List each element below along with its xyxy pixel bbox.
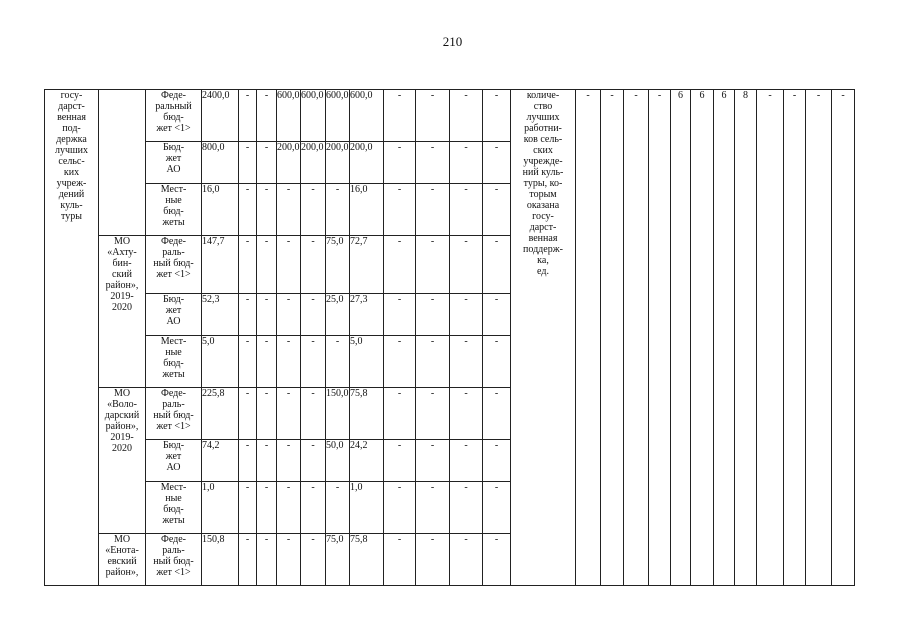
amount-cell: 600,0 — [277, 90, 301, 142]
amount-cell: - — [450, 336, 483, 388]
amount-cell: - — [301, 184, 326, 236]
amount-cell: - — [239, 388, 257, 440]
amount-cell: - — [257, 388, 277, 440]
amount-cell: - — [384, 482, 416, 534]
amount-cell: - — [277, 294, 301, 336]
amount-cell: - — [416, 440, 450, 482]
amount-cell: - — [483, 90, 511, 142]
funding-source-cell: Феде- раль- ный бюд- жет <1> — [146, 236, 202, 294]
amount-cell: - — [239, 336, 257, 388]
amount-cell: 200,0 — [326, 142, 350, 184]
amount-cell: - — [384, 142, 416, 184]
indicator-value-cell: - — [806, 90, 832, 586]
amount-cell: - — [239, 90, 257, 142]
amount-cell: - — [416, 482, 450, 534]
amount-cell: - — [483, 294, 511, 336]
amount-cell: - — [384, 388, 416, 440]
amount-cell: - — [301, 440, 326, 482]
budget-table-body — [45, 90, 855, 586]
amount-cell: 75,8 — [350, 534, 384, 586]
funding-source-cell: Бюд- жет АО — [146, 440, 202, 482]
amount-cell: 50,0 — [326, 440, 350, 482]
amount-cell: - — [239, 440, 257, 482]
amount-cell: - — [384, 184, 416, 236]
amount-cell: 200,0 — [301, 142, 326, 184]
amount-cell: 200,0 — [277, 142, 301, 184]
amount-cell: - — [257, 90, 277, 142]
amount-cell: - — [301, 294, 326, 336]
amount-cell: - — [416, 90, 450, 142]
amount-cell: - — [450, 482, 483, 534]
municipality-cell: МО «Ахту- бин- ский район», 2019- 2020 — [99, 236, 146, 388]
amount-cell: - — [326, 482, 350, 534]
amount-cell: - — [450, 142, 483, 184]
amount-cell: - — [239, 142, 257, 184]
amount-cell: - — [257, 482, 277, 534]
amount-cell: - — [450, 236, 483, 294]
indicator-name-cell: количе- ство лучших работни- ков сель- ских учрежде- ний куль- туры, ко- торым оказана госу- дарст- венная поддерж- ка, ед. — [511, 90, 576, 586]
amount-cell: - — [450, 388, 483, 440]
funding-source-cell: Бюд- жет АО — [146, 142, 202, 184]
amount-cell: - — [384, 534, 416, 586]
indicator-value-cell: 6 — [714, 90, 735, 586]
page-number: 210 — [442, 34, 463, 49]
indicator-value-cell: - — [576, 90, 601, 586]
budget-table — [44, 89, 855, 586]
table-row — [45, 90, 855, 142]
amount-cell: 600,0 — [301, 90, 326, 142]
amount-cell: 600,0 — [326, 90, 350, 142]
amount-cell: 600,0 — [350, 90, 384, 142]
funding-source-cell: Феде- раль- ный бюд- жет <1> — [146, 388, 202, 440]
amount-cell: - — [384, 294, 416, 336]
amount-cell: 25,0 — [326, 294, 350, 336]
funding-source-cell: Феде- раль- ный бюд- жет <1> — [146, 534, 202, 586]
amount-cell: - — [257, 142, 277, 184]
amount-cell: 52,3 — [202, 294, 239, 336]
amount-cell: - — [416, 534, 450, 586]
amount-cell: - — [450, 184, 483, 236]
amount-cell: 72,7 — [350, 236, 384, 294]
amount-cell: - — [277, 236, 301, 294]
amount-cell: - — [239, 184, 257, 236]
amount-cell: - — [277, 534, 301, 586]
indicator-value-cell: 6 — [691, 90, 714, 586]
amount-cell: - — [277, 184, 301, 236]
indicator-value-cell: 8 — [735, 90, 757, 586]
amount-cell: - — [483, 184, 511, 236]
amount-cell: 150,0 — [326, 388, 350, 440]
amount-cell: - — [483, 336, 511, 388]
amount-cell: - — [450, 294, 483, 336]
amount-cell: 16,0 — [350, 184, 384, 236]
amount-cell: 1,0 — [202, 482, 239, 534]
amount-cell: 147,7 — [202, 236, 239, 294]
indicator-value-cell: 6 — [671, 90, 691, 586]
funding-source-cell: Мест- ные бюд- жеты — [146, 482, 202, 534]
amount-cell: 2400,0 — [202, 90, 239, 142]
amount-cell: - — [416, 236, 450, 294]
amount-cell: - — [450, 534, 483, 586]
amount-cell: - — [301, 388, 326, 440]
amount-cell: 27,3 — [350, 294, 384, 336]
amount-cell: - — [384, 90, 416, 142]
amount-cell: - — [257, 294, 277, 336]
amount-cell: - — [301, 236, 326, 294]
amount-cell: - — [483, 388, 511, 440]
amount-cell: - — [277, 440, 301, 482]
amount-cell: - — [257, 440, 277, 482]
amount-cell: - — [416, 336, 450, 388]
amount-cell: 74,2 — [202, 440, 239, 482]
indicator-value-cell: - — [624, 90, 649, 586]
amount-cell: 1,0 — [350, 482, 384, 534]
amount-cell: - — [384, 236, 416, 294]
amount-cell: - — [239, 236, 257, 294]
amount-cell: - — [239, 534, 257, 586]
amount-cell: - — [301, 482, 326, 534]
indicator-value-cell: - — [757, 90, 784, 586]
funding-source-cell: Мест- ные бюд- жеты — [146, 184, 202, 236]
municipality-cell — [99, 90, 146, 236]
amount-cell: 24,2 — [350, 440, 384, 482]
amount-cell: 16,0 — [202, 184, 239, 236]
amount-cell: - — [483, 534, 511, 586]
indicator-value-cell: - — [601, 90, 624, 586]
funding-source-cell: Мест- ные бюд- жеты — [146, 336, 202, 388]
amount-cell: - — [277, 482, 301, 534]
event-name-cell: госу- дарст- венная под- держка лучших сельс- ких учреж- дений куль- туры — [45, 90, 99, 586]
amount-cell: - — [239, 482, 257, 534]
amount-cell: - — [450, 440, 483, 482]
amount-cell: - — [301, 336, 326, 388]
amount-cell: - — [384, 440, 416, 482]
municipality-cell: МО «Енота- евский район», — [99, 534, 146, 586]
amount-cell: - — [416, 294, 450, 336]
amount-cell: 5,0 — [202, 336, 239, 388]
amount-cell: - — [239, 294, 257, 336]
funding-source-cell: Феде- ральный бюд- жет <1> — [146, 90, 202, 142]
amount-cell: 150,8 — [202, 534, 239, 586]
amount-cell: 75,0 — [326, 534, 350, 586]
amount-cell: 5,0 — [350, 336, 384, 388]
amount-cell: 75,8 — [350, 388, 384, 440]
indicator-value-cell: - — [784, 90, 806, 586]
amount-cell: 800,0 — [202, 142, 239, 184]
amount-cell: - — [277, 388, 301, 440]
amount-cell: - — [483, 482, 511, 534]
amount-cell: - — [326, 184, 350, 236]
amount-cell: - — [326, 336, 350, 388]
amount-cell: - — [384, 336, 416, 388]
amount-cell: - — [301, 534, 326, 586]
amount-cell: - — [483, 440, 511, 482]
amount-cell: 75,0 — [326, 236, 350, 294]
municipality-cell: МО «Воло- дарский район», 2019- 2020 — [99, 388, 146, 534]
amount-cell: - — [257, 534, 277, 586]
amount-cell: - — [257, 184, 277, 236]
amount-cell: - — [416, 388, 450, 440]
amount-cell: - — [257, 236, 277, 294]
amount-cell: 200,0 — [350, 142, 384, 184]
amount-cell: - — [450, 90, 483, 142]
funding-source-cell: Бюд- жет АО — [146, 294, 202, 336]
indicator-value-cell: - — [649, 90, 671, 586]
amount-cell: - — [483, 142, 511, 184]
amount-cell: - — [257, 336, 277, 388]
indicator-value-cell: - — [832, 90, 855, 586]
amount-cell: - — [416, 184, 450, 236]
amount-cell: - — [483, 236, 511, 294]
amount-cell: - — [277, 336, 301, 388]
amount-cell: - — [416, 142, 450, 184]
amount-cell: 225,8 — [202, 388, 239, 440]
